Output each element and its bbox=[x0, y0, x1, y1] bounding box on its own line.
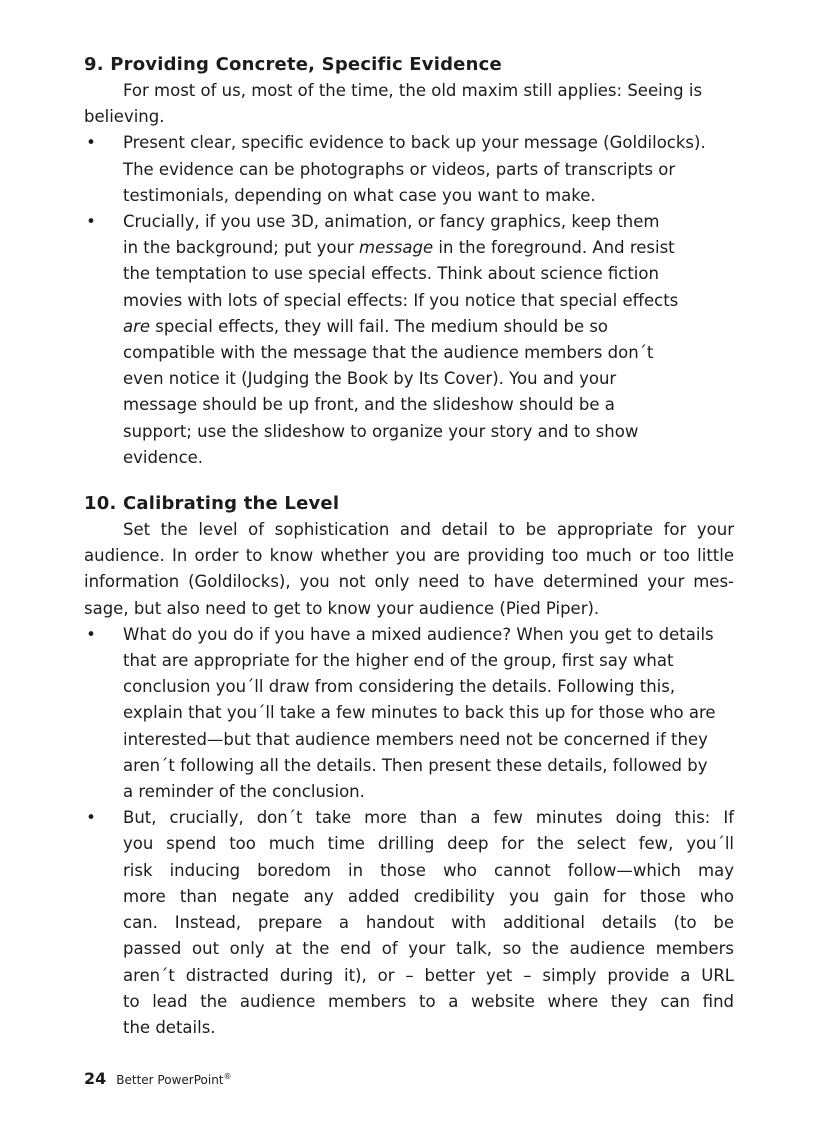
section-9-bullet-2-line-9: support; use the slideshow to organize your story and to show bbox=[123, 421, 639, 441]
book-title: Better PowerPoint bbox=[116, 1073, 224, 1087]
page-number: 24 bbox=[84, 1069, 107, 1088]
section-10-bullet-2-line-9: the details. bbox=[123, 1017, 216, 1037]
section-10-bullet-1-line-3: conclusion you´ll draw from considering the details. Following this, bbox=[123, 677, 676, 697]
section-9-bullet-1-line-3: testimonials, depending on what case you want to make. bbox=[123, 185, 596, 205]
section-10-bullet-2 bbox=[84, 805, 734, 1041]
section-10-bullet-1-line-4: explain that you´ll take a few minutes to back this up for those who are bbox=[123, 703, 716, 723]
section-10-bullet-2-line-7: aren´t distracted during it), or – better yet – simply provide a URL bbox=[123, 965, 734, 985]
section-10-bullet-1-line-1: What do you do if you have a mixed audience? When you get to details bbox=[123, 624, 714, 644]
section-10-heading bbox=[84, 491, 734, 517]
bullet-marker: • bbox=[86, 808, 96, 828]
page-body bbox=[84, 52, 734, 1041]
section-9-intro bbox=[84, 78, 734, 130]
section-10-bullet-1-line-7: a reminder of the conclusion. bbox=[123, 782, 365, 802]
section-9-intro-line-1: For most of us, most of the time, the old maxim still applies: Seeing is bbox=[123, 81, 703, 100]
section-10-bullet-2-line-6: passed out only at the end of your talk, so the audience members bbox=[123, 939, 734, 959]
section-9-bullet-2-line-1: Crucially, if you use 3D, animation, or fancy graphics, keep them bbox=[123, 212, 660, 232]
section-10-title: . Calibrating the Level bbox=[109, 493, 340, 515]
section-10-bullet-2-line-5: can. Instead, prepare a handout with additional details (to be bbox=[123, 913, 734, 933]
page-footer bbox=[84, 1066, 232, 1091]
section-10-bullet-2-line-1: But, crucially, don´t take more than a few minutes doing this: If bbox=[123, 808, 734, 828]
section-9-bullet-2-line-2 bbox=[123, 235, 734, 261]
text-segment: in the background; put your bbox=[123, 238, 359, 258]
section-10-bullet-2-line-8: to lead the audience members to a website where they can find bbox=[123, 991, 734, 1011]
section-9-bullet-list bbox=[84, 130, 734, 471]
section-10-bullet-2-line-4: more than negate any added credibility you gain for those who bbox=[123, 886, 734, 906]
section-10-intro-line-1: Set the level of sophistication and detail to be appropriate for your bbox=[123, 520, 734, 540]
section-10-bullet-2-line-3: risk inducing boredom in those who cannot follow—which may bbox=[123, 860, 734, 880]
section-10-intro-line-4: sage, but also need to get to know your audience (Pied Piper). bbox=[84, 598, 600, 618]
running-title bbox=[116, 1073, 231, 1087]
section-10-bullet-1-line-6: aren´t following all the details. Then present these details, followed by bbox=[123, 755, 708, 775]
section-9-heading bbox=[84, 52, 734, 78]
emphasis-are: are bbox=[123, 316, 151, 336]
text-segment: in the foreground. And resist bbox=[433, 238, 675, 258]
section-9-bullet-2-line-4: movies with lots of special effects: If you notice that special effects bbox=[123, 290, 679, 310]
section-10-intro-line-2: audience. In order to know whether you are providing too much or too little bbox=[84, 546, 734, 566]
section-9-bullet-2 bbox=[84, 209, 734, 471]
section-10-number: 10 bbox=[84, 493, 110, 515]
bullet-marker: • bbox=[86, 212, 96, 232]
section-9-bullet-1-line-2: The evidence can be photographs or videos, parts of transcripts or bbox=[123, 159, 676, 179]
section-9-number: 9 bbox=[84, 54, 97, 75]
section-10-intro-line-3: information (Goldilocks), you not only need to have determined your mes- bbox=[84, 572, 734, 592]
section-9-bullet-2-line-10: evidence. bbox=[123, 447, 204, 467]
section-9-bullet-1-line-1: Present clear, specific evidence to back up your message (Goldilocks). bbox=[123, 133, 706, 153]
section-9-bullet-2-line-5 bbox=[123, 314, 734, 340]
text-segment: special effects, they will fail. The medium should be so bbox=[150, 316, 609, 336]
section-9-bullet-2-line-8: message should be up front, and the slideshow should be a bbox=[123, 395, 615, 415]
bullet-marker: • bbox=[86, 624, 96, 644]
section-10-intro bbox=[84, 517, 734, 622]
section-9-intro-line-2: believing. bbox=[84, 107, 165, 127]
section-9-bullet-2-line-3: the temptation to use special effects. Think about science fiction bbox=[123, 264, 659, 284]
section-9-bullet-2-line-7: even notice it (Judging the Book by Its Cover). You and your bbox=[123, 369, 617, 389]
section-10-bullet-list bbox=[84, 622, 734, 1041]
section-10-bullet-1 bbox=[84, 622, 734, 805]
section-10-bullet-1-line-5: interested—but that audience members need not be concerned if they bbox=[123, 729, 708, 749]
emphasis-message: message bbox=[359, 238, 434, 258]
registered-mark: ® bbox=[223, 1072, 232, 1081]
bullet-marker: • bbox=[86, 133, 96, 153]
section-9-bullet-2-line-6: compatible with the message that the audience members don´t bbox=[123, 343, 654, 363]
section-10-bullet-2-line-2: you spend too much time drilling deep for the select few, you´ll bbox=[123, 834, 734, 854]
section-10-bullet-1-line-2: that are appropriate for the higher end of the group, first say what bbox=[123, 651, 674, 671]
section-9-bullet-1 bbox=[84, 130, 734, 209]
section-spacer bbox=[84, 471, 734, 491]
section-9-title: . Providing Concrete, Specific Evidence bbox=[96, 54, 502, 75]
